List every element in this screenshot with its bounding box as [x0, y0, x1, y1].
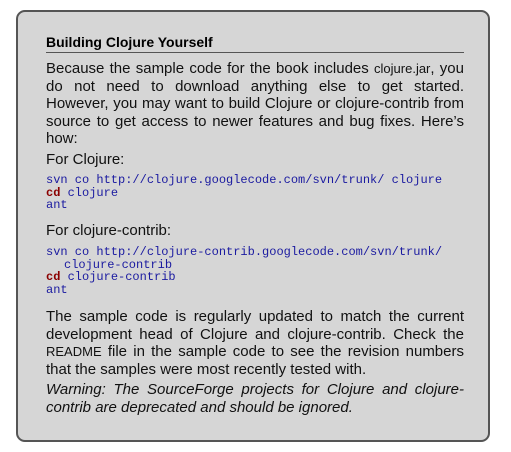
for-contrib-label: For clojure-contrib:: [46, 222, 172, 239]
code-text: clojure: [60, 185, 119, 200]
update-note-paragraph: [46, 308, 464, 378]
update-text-part2: file in the sample code to see the revision numbers that the samples were most recently tested with.: [46, 343, 464, 378]
update-text-part1: The sample code is regularly updated to match the current development head of Clojure and clojure-contrib. Check the: [46, 308, 464, 343]
code-line: ant: [46, 198, 68, 212]
intro-filename: clojure.jar: [374, 61, 431, 76]
code-keyword: cd: [46, 270, 61, 284]
code-text: clojure-contrib: [60, 270, 176, 284]
code-keyword: cd: [46, 185, 61, 200]
code-line: ant: [46, 282, 68, 297]
sidebar-title: Building Clojure Yourself: [46, 33, 464, 53]
intro-text-part2: , you do not need to download anything else to get started. However, you may want to build Clojure or clojure-contrib from source to get access to newer features and bug fixes. Here’s how:: [46, 60, 464, 147]
code-line: [46, 271, 442, 284]
code-line: svn co http://clojure-contrib.googlecode.com/svn/trunk/: [46, 245, 443, 259]
contrib-code-block: [46, 246, 442, 296]
clojure-code-block: [46, 174, 442, 212]
intro-paragraph: [46, 60, 464, 148]
intro-text-part1: Because the sample code for the book includes: [46, 60, 375, 77]
code-line: clojure-contrib: [64, 257, 173, 272]
code-line: svn co http://clojure.googlecode.com/svn/trunk/ clojure: [46, 173, 443, 187]
for-clojure-label: For Clojure:: [46, 151, 125, 168]
code-line: [46, 187, 442, 200]
warning-paragraph: Warning: The SourceForge projects for Clojure and clojure-contrib are deprecated and should be ignored.: [46, 381, 464, 416]
readme-filename: README: [46, 344, 102, 359]
